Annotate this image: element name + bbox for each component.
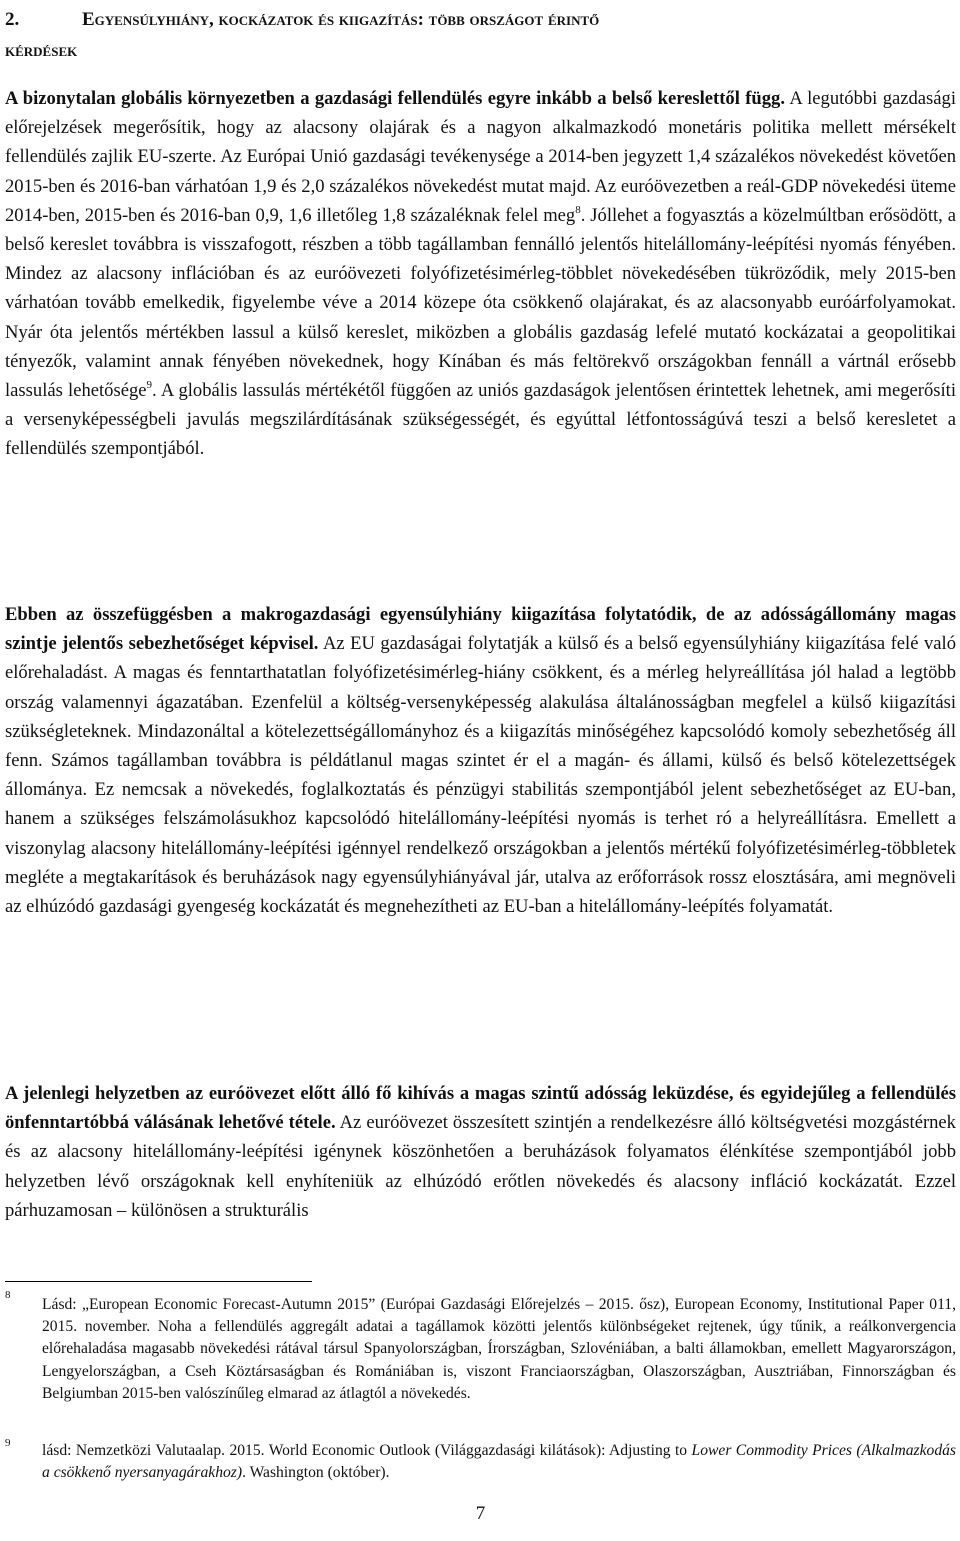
paragraph-1-text-a: A legutóbbi gazdasági előrejelzések megerősítik, hogy az alacsony olajárak és a nagyon alkalmazkodó monetáris politika mellett mérsékelt fellendülés zajlik EU-szerte. Az Európai Unió gazdasági tevékenysége a 2014-ben jegyzett 1,4 százalékos növekedést követően 2015-ben és 2016-ban várhatóan 1,9 és 2,0 százalékos növekedést mutat majd. Az euróövezetben a reál-GDP növekedési üteme 2014-ben, 2015-ben és 2016-ban 0,9, 1,6 illetőleg 1,8 százaléknak felel meg — [5, 88, 956, 226]
footnote-9-text — [42, 1440, 956, 1484]
footnote-8-text: Lásd: „European Economic Forecast-Autumn 2015” (Európai Gazdasági Előrejelzés – 2015. ősz), European Economy, Institutional Paper 011, 2015. november. Noha a fellendülés aggregált adatai a tagállamok közötti jelentős különbségeket rejtenek, úgy tűnik, a reálkonvergencia előrehaladása magasabb növekedési rátával társul Spanyolországban, Írországban, Szlovéniában, a balti államokban, emellett Magyarországon, Lengyelországban, a Cseh Köztársaságban és Romániában is, viszont Franciaországban, Olaszországban, Ausztriában, Finnországban és Belgiumban 2015-ben valószínűleg elmarad az átlagtól a növekedés. — [42, 1296, 956, 1402]
footnote-9-italic-title: Lower Commodity Prices (Alkalmazkodás a csökkenő nyersanyagárakhoz) — [42, 1442, 956, 1482]
paragraph-1-lead: A bizonytalan globális környezetben a gazdasági fellendülés egyre inkább a belső kereslettől függ. — [5, 88, 786, 109]
paragraph-1-text-c: . A globális lassulás mértékétől függően az uniós gazdaságok jelentősen érintettek lehetnek, ami megerősíti a versenyképességbeli javulás megszilárdításának szükségességét, és egyúttal létfontosságúvá teszi a belső keresletet a fellendülés szempontjából. — [5, 380, 956, 460]
section-title-line1: Egyensúlyhiány, kockázatok és kiigazítás: több országot érintő — [82, 9, 600, 30]
paragraph-2 — [5, 600, 956, 921]
paragraph-1-text-b: . Jóllehet a fogyasztás a közelmúltban erősödött, a belső kereslet továbbra is visszafogott, részben a több tagállamban fennálló jelentős hitelállomány-leépítési nyomás fényében. Mindez az alacsony inflációban és az euróövezeti folyófizetésimérleg-többlet növekedésében tükröződik, mely 2015-ben várhatóan tovább emelkedik, figyelembe véve a 2014 közepe óta csökkenő olajárakat, és az alacsonyabb euróárfolyamokat. Nyár óta jelentős mértékben lassul a külső kereslet, miközben a globális gazdaság lefelé mutató kockázatai a geopolitikai tényezők, valamint annak fényében növekednek, hogy Kínában és más feltörekvő országokban fennáll a vártnál erősebb lassulás lehetősége — [5, 204, 956, 402]
footnote-ref-9[interactable]: 9 — [146, 378, 153, 391]
footnote-ref-8[interactable]: 8 — [575, 203, 581, 216]
paragraph-3 — [5, 1079, 956, 1225]
paragraph-2-text: Az EU gazdaságai folytatják a külső és a belső egyensúlyhiány kiigazítása felé való előrehaladást. A magas és fenntarthatatlan folyófizetésimérleg-hiány csökkent, és a mérleg helyreállítása jól halad a legtöbb ország valamennyi ágazatában. Ezenfelül a költség-versenyképesség alakulása általánosságban megfelel a külső kiigazítási szükségleteknek. Mindazonáltal a kötelezettségállományhoz és a kiigazítás minőségéhez kapcsolódó komoly sebezhetőség áll fenn. Számos tagállamban továbbra is példátlanul magas szintet ér el a magán- és állami, külső és belső kötelezettségek állománya. Ez nemcsak a növekedés, foglalkoztatás és pénzügyi stabilitás szempontjából jelent sebezhetőséget az EU-ban, hanem a szükséges felszámolásukhoz kapcsolódó hitelállomány-leépítési nyomás is terhet ró a helyreállításra. Emellett a viszonylag alacsony hitelállomány-leépítési igénnyel rendelkező országokban a jelentős mértékű folyófizetésimérleg-többletek megléte a megtakarítások és beruházások nagy egyensúlyhiányával jár, utalva az erőforrások rossz elosztására, ami megnöveli az elhúzódó gazdasági gyengeség kockázatát és megnehezítheti az EU-ban a hitelállomány-leépítés folyamatát. — [5, 633, 956, 918]
footnote-9-text-b: . Washington (október). — [242, 1464, 390, 1482]
footnote-9-text-a: lásd: Nemzetközi Valutaalap. 2015. World Economic Outlook (Világgazdasági kilátások): Adjusting to — [42, 1442, 692, 1459]
paragraph-1 — [5, 84, 956, 464]
section-heading — [5, 4, 956, 66]
section-number: 2. — [5, 9, 20, 30]
paragraph-2-lead: Ebben az összefüggésben a makrogazdasági egyensúlyhiány kiigazítása folytatódik, de az adósságállomány magas szintje jelentős sebezhetőséget képvisel. — [5, 604, 956, 655]
page-number: 7 — [475, 1503, 486, 1524]
footnote-separator — [5, 1281, 312, 1282]
paragraph-3-text: Az euróövezet összesített szintjén a rendelkezésre álló költségvetési mozgástérnek és az alacsony hitelállomány-leépítési igénynek köszönhetően a beruházások folyamatos élénkítése szempontjából jobb helyzetben lévő országoknak kell enyhíteniük az elhúzódó erőtlen növekedés és alacsony infláció kockázatát. Ezzel párhuzamosan – különösen a strukturális — [5, 1112, 956, 1221]
footnote-9-mark: 9 — [5, 1437, 11, 1449]
footnote-8-mark: 8 — [5, 1289, 11, 1301]
section-title-line2: kérdések — [5, 40, 78, 61]
paragraph-3-lead: A jelenlegi helyzetben az euróövezet előtt álló fő kihívás a magas szintű adósság leküzdése, és egyidejűleg a fellendülés önfenntartóbbá válásának lehetővé tétele. — [5, 1083, 956, 1134]
